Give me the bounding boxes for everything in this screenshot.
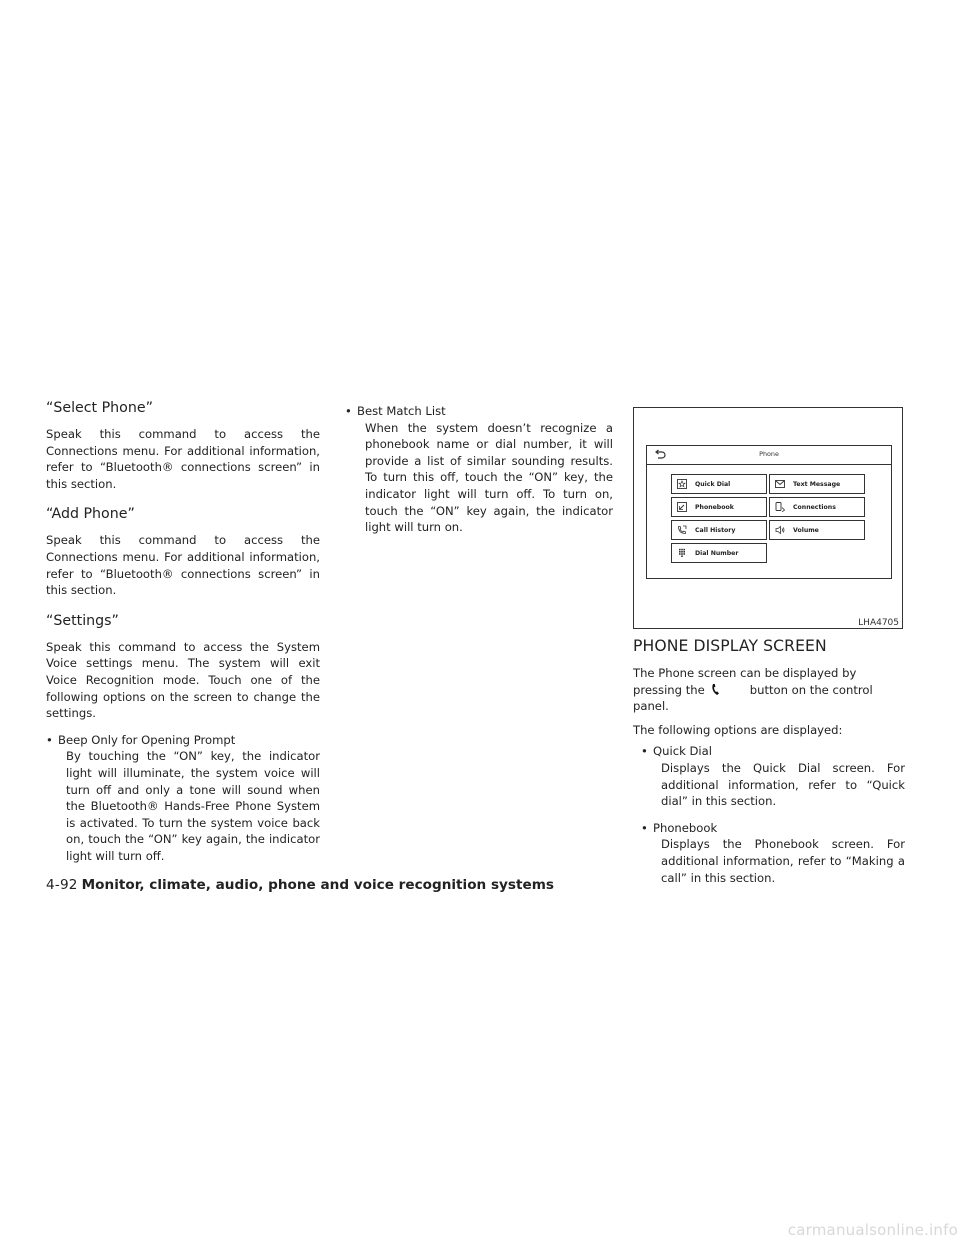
keypad-icon (677, 548, 687, 558)
screen-header (647, 446, 891, 465)
bullet-title-best-match: • Best Match List (345, 403, 613, 420)
tile-text-message[interactable] (769, 474, 865, 494)
figure-code: LHA4705 (858, 618, 899, 628)
paragraph-settings: Speak this command to access the System Voice settings menu. The system will exit Voice Recognition mode. Touch one of the following options on the screen to change the settings. (46, 639, 320, 721)
speaker-icon (775, 525, 785, 535)
list-item (345, 403, 613, 536)
paragraph-add-phone: Speak this command to access the Connections menu. For additional information, refer to “Bluetooth® connections screen” in this section. (46, 533, 320, 598)
tile-label: Volume (793, 527, 819, 534)
page-number: 4-92 (46, 877, 78, 893)
bullet-title-phonebook: • Phonebook (641, 820, 905, 837)
watermark: carmanualsonline.info (787, 1221, 958, 1239)
tile-dial-number[interactable] (671, 543, 767, 563)
bullet-body-quick-dial: Displays the Quick Dial screen. For additional information, refer to “Quick dial” in this section. (661, 760, 905, 809)
paragraph-select-phone: Speak this command to access the Connections menu. For additional information, refer to “Bluetooth® connections screen” in this section. (46, 427, 320, 491)
phone-button-icon (710, 683, 722, 696)
tile-label: Connections (793, 504, 836, 511)
screen-title: Phone (759, 450, 779, 458)
heading-add-phone: “Add Phone” (46, 506, 135, 523)
heading-phone-display-screen: PHONE DISPLAY SCREEN (633, 637, 827, 655)
list-item (46, 732, 320, 865)
tile-connections[interactable] (769, 497, 865, 517)
intro-text-before: The Phone screen can be displayed by pressing the (633, 666, 857, 697)
tile-label: Phonebook (695, 504, 734, 511)
bullet-title-beep-only: • Beep Only for Opening Prompt (46, 732, 320, 749)
intro-text-after: button on the control panel. (633, 682, 873, 714)
tile-label: Call History (695, 527, 736, 534)
bullet-title-quick-dial: • Quick Dial (641, 743, 905, 760)
star-icon (677, 479, 687, 489)
list-item (633, 743, 905, 809)
chapter-title: Monitor, climate, audio, phone and voice recognition systems (81, 877, 554, 893)
bullet-body-phonebook: Displays the Phonebook screen. For additional information, refer to “Making a call” in this section. (661, 837, 905, 885)
call-history-icon (677, 525, 687, 535)
tile-label: Quick Dial (695, 481, 731, 488)
bullet-body-best-match: When the system doesn’t recognize a phonebook name or dial number, it will provide a list of similar sounding results. To turn this off, touch the “ON” key, the indicator light will turn off. To turn on, touch the “ON” key again, the indicator light will turn on. (365, 420, 613, 535)
connections-icon (775, 502, 785, 512)
paragraph-phone-intro (633, 665, 905, 715)
tile-volume[interactable] (769, 520, 865, 540)
paragraph-options-displayed: The following options are displayed: (633, 722, 843, 737)
heading-select-phone: “Select Phone” (46, 400, 153, 416)
phonebook-icon (677, 502, 687, 512)
tile-call-history[interactable] (671, 520, 767, 540)
phone-screen (646, 445, 892, 579)
tile-label: Text Message (793, 481, 841, 488)
column-left (46, 400, 320, 864)
column-right (633, 400, 905, 886)
heading-settings: “Settings” (46, 612, 119, 629)
phone-screen-figure (633, 407, 903, 629)
column-middle (345, 400, 613, 536)
bullet-body-beep-only: By touching the “ON” key, the indicator light will illuminate, the system voice will turn off and only a tone will sound when the Bluetooth® Hands-Free Phone System is activated. To turn the system voice back on, touch the “ON” key again, the indicator light will turn off. (66, 749, 320, 863)
list-item (633, 820, 905, 886)
tile-quick-dial[interactable] (671, 474, 767, 494)
tile-label: Dial Number (695, 550, 739, 557)
tile-phonebook[interactable] (671, 497, 767, 517)
envelope-icon (775, 479, 785, 489)
page-footer (46, 877, 554, 893)
